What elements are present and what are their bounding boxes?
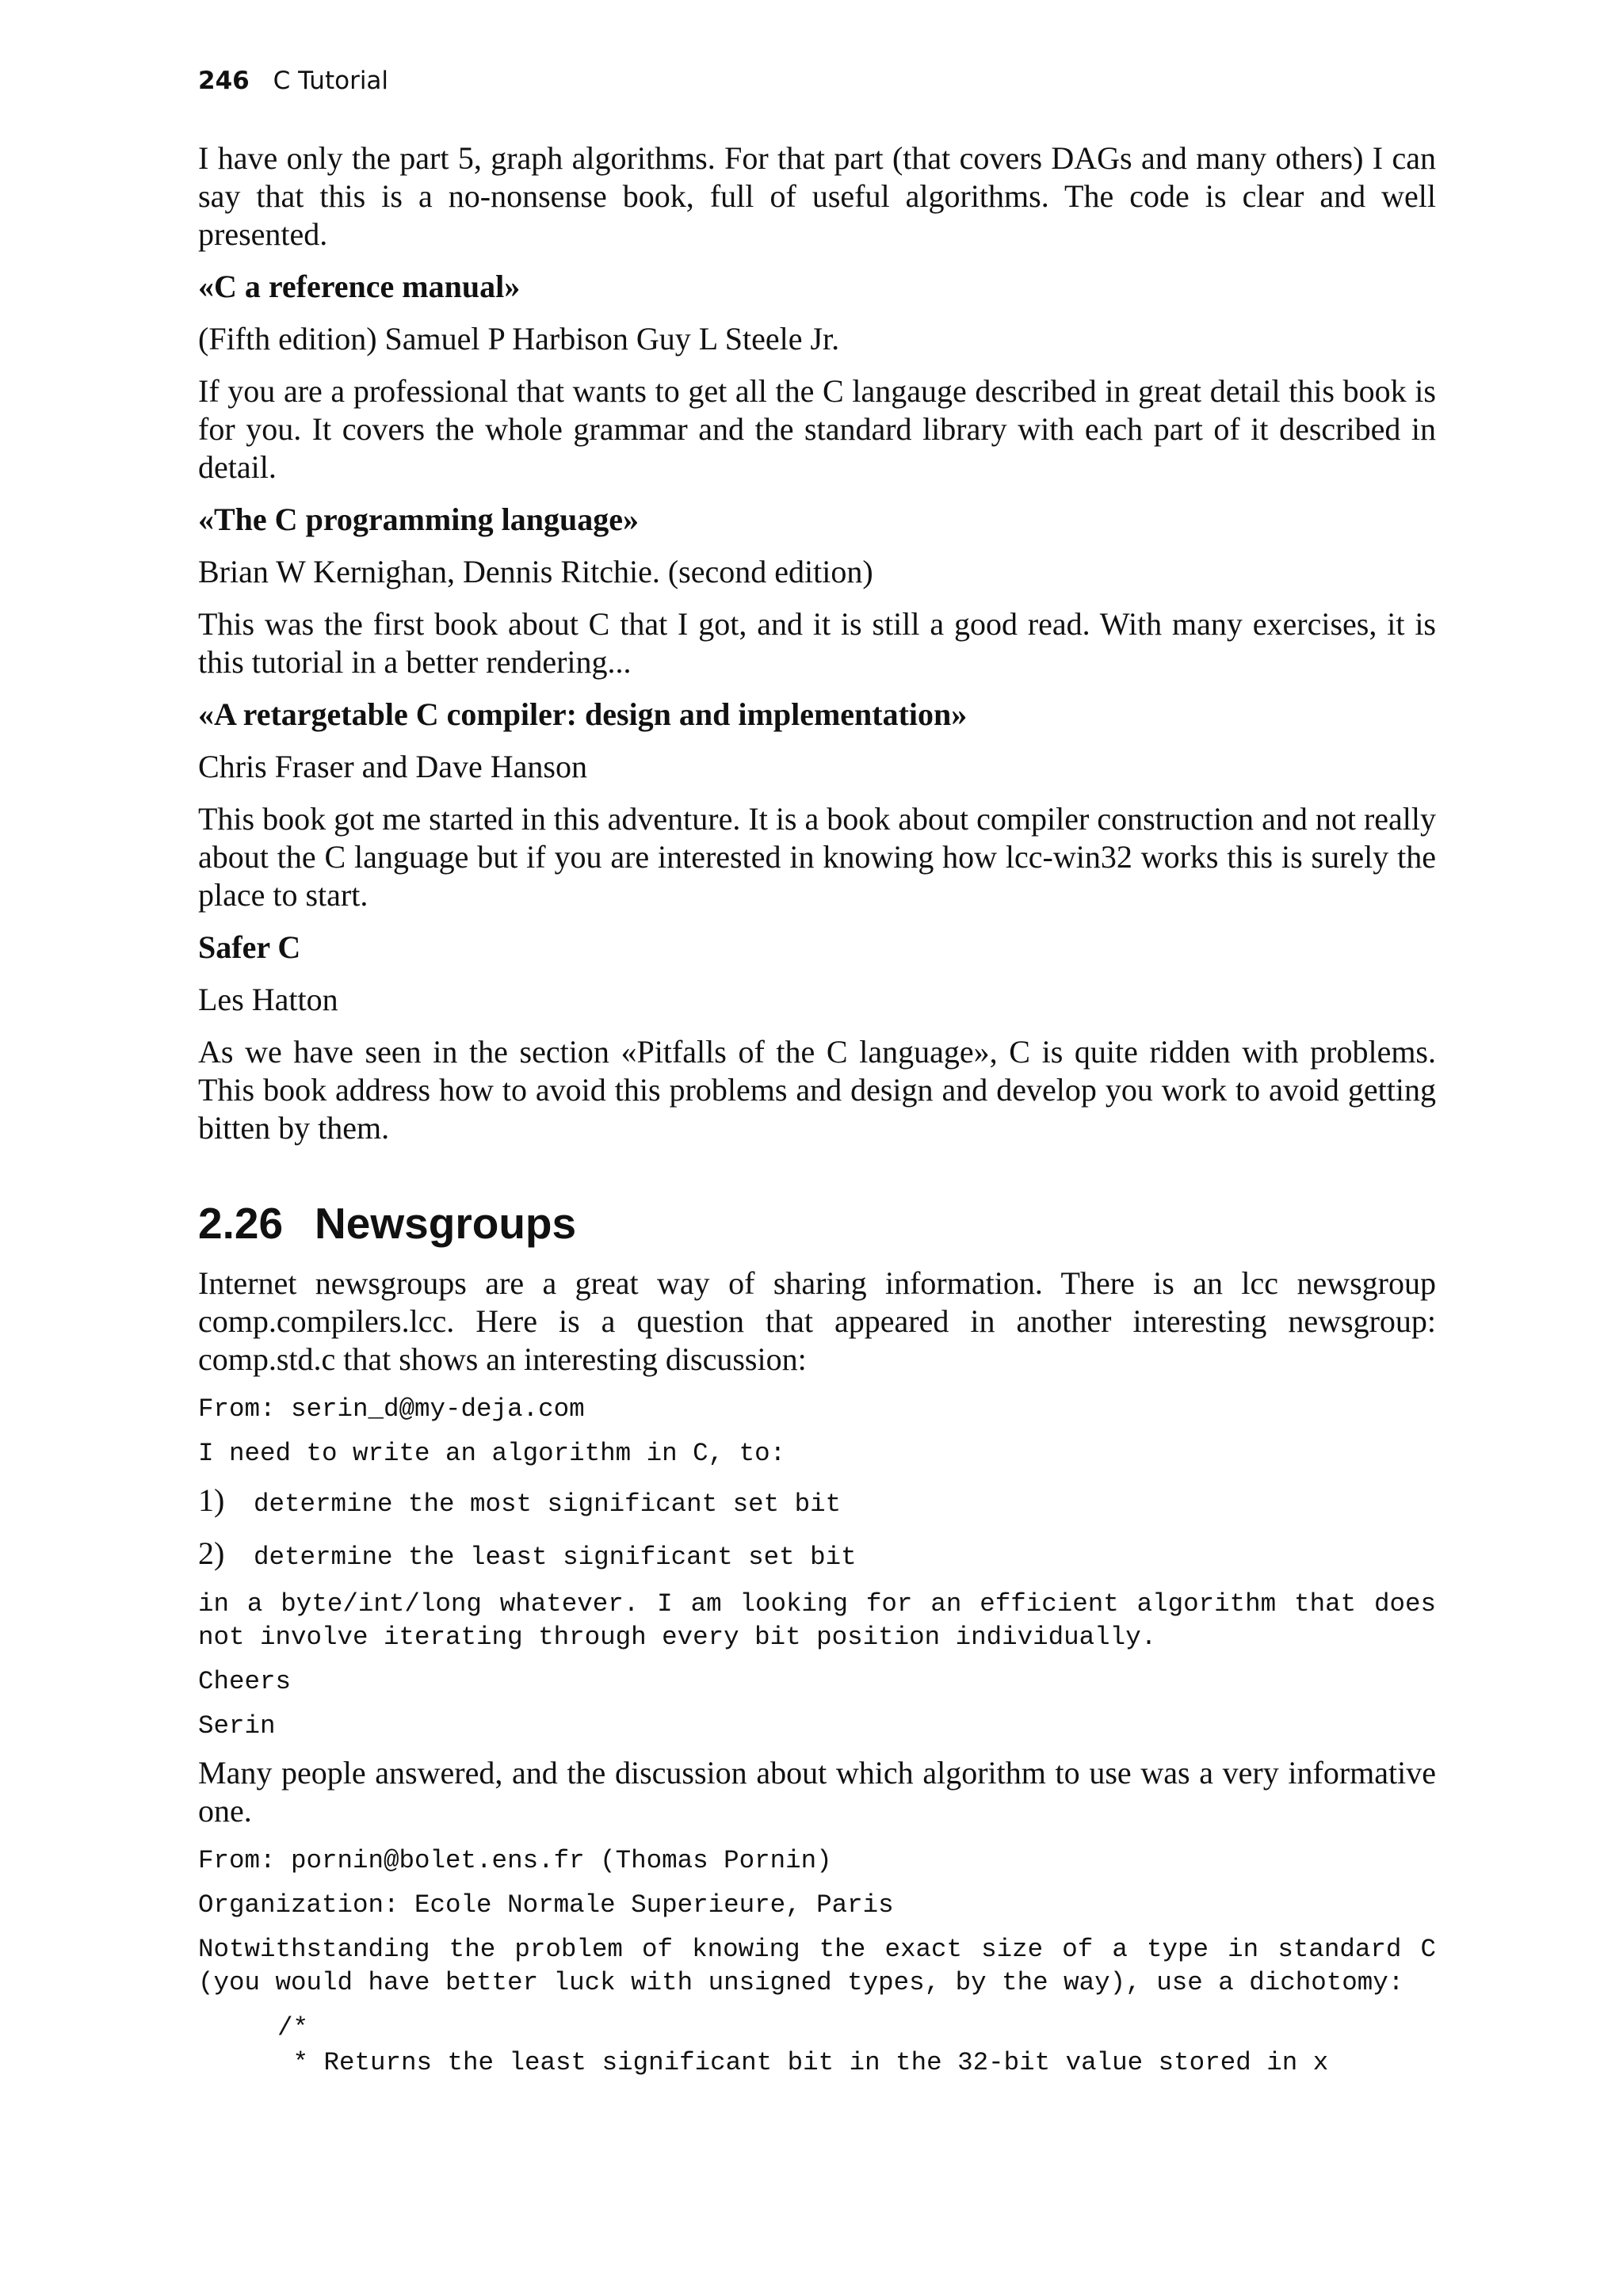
document-page [198, 67, 1452, 2081]
item-text: determine the least significant set bit [254, 1543, 857, 1572]
item-number: 2) [198, 1535, 225, 1571]
message-from: From: pornin@bolet.ens.fr (Thomas Pornin) [198, 1846, 832, 1875]
section-number: 2.26 [198, 1199, 284, 1248]
book-review: If you are a professional that wants to get all the C langauge described in great detail this book is for you. It covers the whole grammar and the standard library with each part of it described in detail. [198, 373, 1436, 485]
book-title: «C a reference manual» [198, 269, 521, 304]
book-authors: (Fifth edition) Samuel P Harbison Guy L Steele Jr. [198, 321, 840, 357]
book-title: «A retargetable C compiler: design and implementation» [198, 696, 968, 732]
book-review: This was the first book about C that I got, and it is still a good read. With many exercises, it is this tutorial in a better rendering... [198, 606, 1436, 680]
answers-paragraph: Many people answered, and the discussion about which algorithm to use was a very informative one. [198, 1755, 1436, 1829]
numbered-item [198, 1482, 1436, 1519]
item-number: 1) [198, 1482, 225, 1518]
book-authors: Chris Fraser and Dave Hanson [198, 749, 587, 784]
message-organization: Organization: Ecole Normale Superieure, Paris [198, 1890, 894, 1920]
item-text: determine the most significant set bit [254, 1489, 842, 1519]
message-body: Notwithstanding the problem of knowing the exact size of a type in standard C (you would have better luck with unsigned types, by the way), use a dichotomy: [198, 1935, 1452, 1997]
message-signoff: Cheers [198, 1667, 292, 1696]
book-review: As we have seen in the section «Pitfalls of the C language», C is quite ridden with problems. This book address how to avoid this problems and design and develop you work to avoid getting bitten by them. [198, 1034, 1436, 1146]
code-block: /* * Returns the least significant bit in the 32-bit value stored in x [277, 2013, 1329, 2077]
intro-paragraph: I have only the part 5, graph algorithms. For that part (that covers DAGs and many others) I can say that this is a no-nonsense book, full of useful algorithms. The code is clear and well presented. [198, 140, 1436, 252]
running-title: C Tutorial [273, 67, 389, 95]
page-header [198, 67, 1436, 106]
book-title: «The C programming language» [198, 502, 639, 537]
section-title: Newsgroups [315, 1199, 577, 1248]
numbered-item [198, 1535, 1436, 1572]
book-title: Safer C [198, 929, 301, 965]
section-heading [198, 1198, 1436, 1249]
section-intro: Internet newsgroups are a great way of sharing information. There is an lcc newsgroup comp.compilers.lcc. Here is a question that appeared in another interesting newsgroup: comp.std.c that shows an interesting discussion: [198, 1265, 1436, 1377]
message-from: From: serin_d@my-deja.com [198, 1394, 585, 1424]
book-authors: Les Hatton [198, 982, 338, 1017]
message-signature: Serin [198, 1711, 276, 1741]
message-line: I need to write an algorithm in C, to: [198, 1439, 786, 1468]
book-authors: Brian W Kernighan, Dennis Ritchie. (second edition) [198, 554, 873, 589]
message-body: in a byte/int/long whatever. I am looking for an efficient algorithm that does not involve iterating through every bit position individually. [198, 1589, 1452, 1652]
book-review: This book got me started in this adventure. It is a book about compiler construction and not really about the C language but if you are interested in knowing how lcc-win32 works this is surely the place to start. [198, 801, 1436, 913]
page-number: 246 [198, 67, 250, 95]
